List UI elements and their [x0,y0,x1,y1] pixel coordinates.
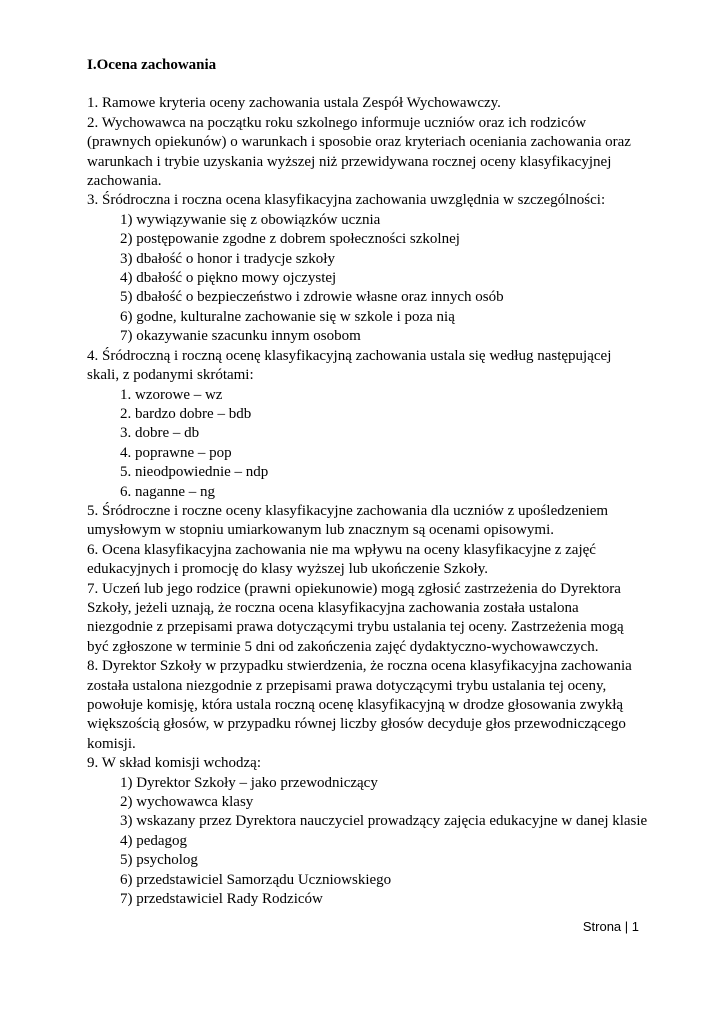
point-paragraph: 6. Ocena klasyfikacyjna zachowania nie ma wpływu na oceny klasyfikacyjne z zajęć edukacyjnych i promocję do klasy wyższej lub ukończenie Szkoły. [87,541,596,578]
point-paragraph: 3. Śródroczna i roczna ocena klasyfikacyjna zachowania uwzględnia w szczególności: [87,192,606,209]
sub-list-item: 7) przedstawiciel Rady Rodziców [120,891,323,908]
point-paragraph: 7. Uczeń lub jego rodzice (prawni opiekunowie) mogą zgłosić zastrzeżenia do Dyrektora Szkoły, jeżeli uznają, że roczna ocena klasyfikacyjna zachowania została ustalona niezgodnie z przepisami prawa dotyczącymi trybu ustalania tej oceny. Zastrzeżenia mogą być zgłoszone w terminie 5 dni od zakończenia zajęć dydaktyczno-wychowawczych. [87,580,624,655]
sub-list-item: 6. naganne – ng [120,483,215,500]
point-paragraph: 8. Dyrektor Szkoły w przypadku stwierdzenia, że roczna ocena klasyfikacyjna zachowania została ustalona niezgodnie z przepisami prawa dotyczącymi trybu ustalania tej oceny, powołuje komisję, która ustala roczną ocenę klasyfikacyjną w drodze głosowania zwykłą większością głosów, w przypadku równej liczby głosów decyduje głos przewodniczącego komisji. [87,658,632,752]
point-paragraph: 9. W skład komisji wchodzą: [87,755,262,772]
sub-list-item: 4. poprawne – pop [120,444,232,461]
sub-list-item: 2) wychowawca klasy [120,794,254,811]
sub-list-item: 7) okazywanie szacunku innym osobom [120,328,361,345]
sub-list-item: 2) postępowanie zgodne z dobrem społeczności szkolnej [120,231,460,248]
point-paragraph: 4. Śródroczną i roczną ocenę klasyfikacyjną zachowania ustala się według następującej skali, z podanymi skrótami: [87,347,612,384]
sub-list-item: 1. wzorowe – wz [120,386,223,403]
section-heading: I.Ocena zachowania [87,57,217,73]
point-sub-list [87,774,647,910]
document-body [87,56,647,909]
point-sub-list [87,211,647,347]
points-list [87,94,647,909]
point-paragraph: 2. Wychowawca na początku roku szkolnego informuje uczniów oraz ich rodziców (prawnych opiekunów) o warunkach i sposobie oraz kryteriach oceniania zachowania oraz warunkach i trybie uzyskania wyższej niż przewidywana rocznej oceny klasyfikacyjnej zachowania. [87,114,631,190]
sub-list-item: 2. bardzo dobre – bdb [120,405,252,422]
sub-list-item: 3) dbałość o honor i tradycje szkoły [120,250,335,267]
sub-list-item: 1) wywiązywanie się z obowiązków ucznia [120,211,381,228]
sub-list-item: 5) dbałość o bezpieczeństwo i zdrowie własne oraz innych osób [120,289,504,306]
sub-list-item: 6) przedstawiciel Samorządu Uczniowskiego [120,871,392,888]
sub-list-item: 4) dbałość o piękno mowy ojczystej [120,270,337,287]
point-paragraph: 1. Ramowe kryteria oceny zachowania ustala Zespół Wychowawczy. [87,95,501,112]
sub-list-item: 5. nieodpowiednie – ndp [120,464,269,481]
point-sub-list [87,386,647,502]
sub-list-item: 5) psycholog [120,852,198,869]
sub-list-item: 3) wskazany przez Dyrektora nauczyciel prowadzący zajęcia edukacyjne w danej klasie [120,813,648,830]
sub-list-item: 3. dobre – db [120,425,200,442]
page-number: Strona | 1 [582,919,639,934]
point-paragraph: 5. Śródroczne i roczne oceny klasyfikacyjne zachowania dla uczniów z upośledzeniem umysłowym w stopniu umiarkowanym lub znacznym są ocenami opisowymi. [87,502,609,539]
sub-list-item: 6) godne, kulturalne zachowanie się w szkole i poza nią [120,308,455,325]
sub-list-item: 4) pedagog [120,832,188,849]
sub-list-item: 1) Dyrektor Szkoły – jako przewodniczący [120,774,378,791]
